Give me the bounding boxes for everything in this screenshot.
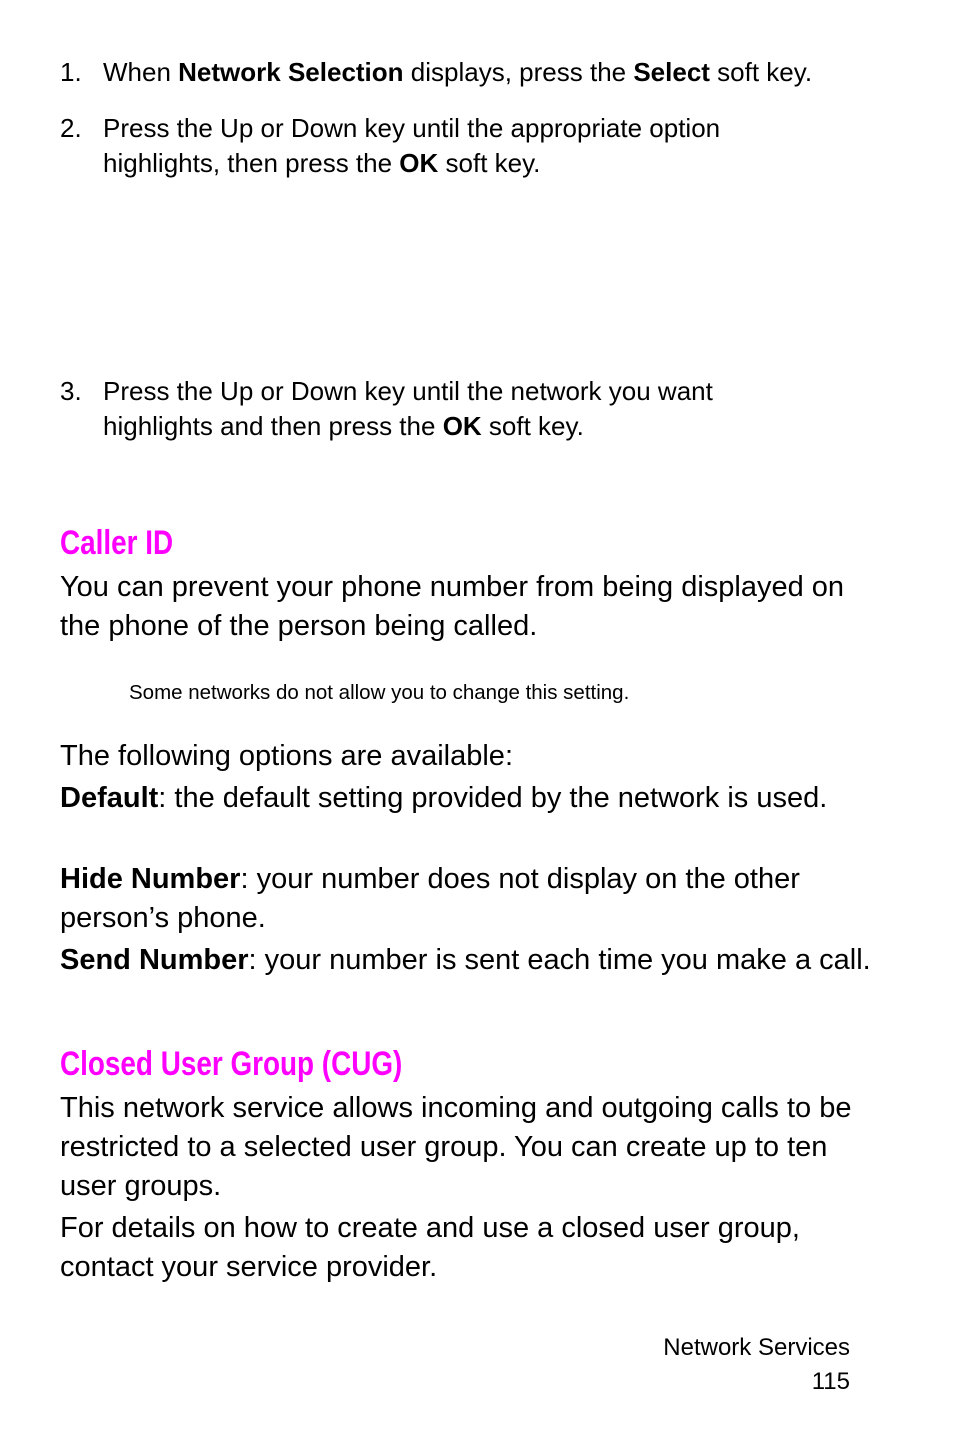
step-text-part: When bbox=[103, 57, 179, 87]
caller-id-heading: Caller ID bbox=[60, 524, 174, 562]
cug-heading: Closed User Group (CUG) bbox=[60, 1045, 403, 1083]
option-term: Hide Number bbox=[60, 863, 241, 895]
step-number: 2. bbox=[60, 113, 82, 143]
step-text bbox=[103, 55, 900, 90]
option-desc: : your number is sent each time you make a call. bbox=[248, 944, 871, 976]
caller-id-note: Some networks do not allow you to change this setting. bbox=[129, 681, 630, 704]
option-term: Send Number bbox=[60, 944, 249, 976]
step-1 bbox=[60, 55, 900, 90]
page-number: 115 bbox=[811, 1368, 850, 1395]
step-text bbox=[103, 374, 820, 444]
option-desc: : the default setting provided by the network is used. bbox=[158, 782, 828, 814]
footer-section-name: Network Services bbox=[663, 1334, 850, 1361]
option-default bbox=[60, 779, 890, 818]
step-text-part: Press the Up or Down key until the appropriate option highlights, then press the bbox=[103, 113, 721, 178]
step-number: 1. bbox=[60, 57, 82, 87]
step-text-part: soft key. bbox=[438, 148, 541, 178]
step-text bbox=[103, 111, 820, 181]
step-3 bbox=[60, 374, 820, 444]
step-number: 3. bbox=[60, 376, 82, 406]
option-hide-number bbox=[60, 860, 890, 938]
step-text-part: soft key. bbox=[481, 411, 584, 441]
step-bold-term: OK bbox=[442, 411, 482, 441]
cug-paragraph-2: For details on how to create and use a closed user group, contact your service provider. bbox=[60, 1212, 800, 1283]
option-desc: : your number does not display on the other person’s phone. bbox=[60, 863, 800, 934]
step-bold-term: OK bbox=[399, 148, 439, 178]
options-intro: The following options are available: bbox=[60, 740, 513, 772]
option-term: Default bbox=[60, 782, 159, 814]
step-2 bbox=[60, 111, 820, 181]
step-text-part: soft key. bbox=[709, 57, 813, 87]
option-send-number bbox=[60, 941, 890, 980]
step-bold-term: Network Selection bbox=[178, 57, 404, 87]
step-bold-term: Select bbox=[633, 57, 710, 87]
step-text-part: Press the Up or Down key until the network you want highlights and then press the bbox=[103, 376, 713, 441]
caller-id-intro: You can prevent your phone number from being displayed on the phone of the person being called. bbox=[60, 571, 845, 642]
step-text-part: displays, press the bbox=[403, 57, 634, 87]
cug-paragraph-1: This network service allows incoming and outgoing calls to be restricted to a selected user group. You can create up to ten user groups. bbox=[60, 1092, 852, 1202]
